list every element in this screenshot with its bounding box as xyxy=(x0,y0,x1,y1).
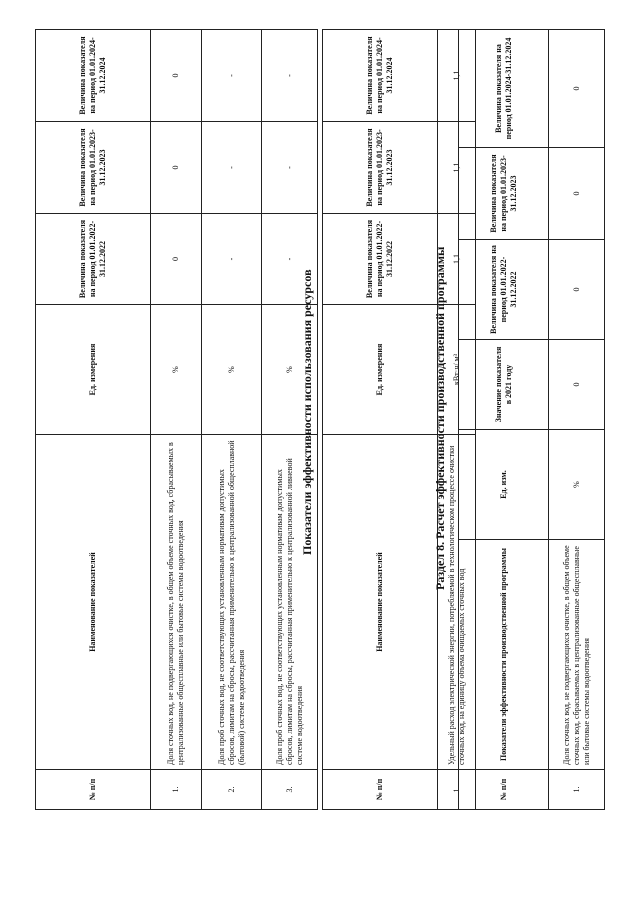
col-unit: Ед. измерения xyxy=(36,305,151,435)
col-name: Наименование показателей xyxy=(323,435,438,770)
col-2022: Величина показателя на период 01.01.2022-31.12.2022 xyxy=(459,240,549,340)
row-num: 1. xyxy=(151,770,202,810)
row-num: 1. xyxy=(438,770,476,810)
table-row xyxy=(202,30,262,810)
row-name: Доля проб сточных вод, не соответствующих установленным нормативам допустимых сбросов, лимитам на сбросы, рассчитанная применительно к централизованной общесплавной (бытовой) системе водоотведения xyxy=(202,435,262,770)
row-v2023: - xyxy=(262,122,318,214)
col-num: № п/п xyxy=(323,770,438,810)
row-num: 1. xyxy=(549,770,605,810)
row-v2022: 0 xyxy=(151,214,202,305)
col-2021: Значение показателя в 2021 году xyxy=(459,340,549,430)
row-unit: % xyxy=(151,305,202,435)
col-2024: Величина показателя на период 01.01.2024-31.12.2024 xyxy=(323,30,438,122)
row-v2024: - xyxy=(202,30,262,122)
row-v2024: - xyxy=(262,30,318,122)
row-v2021: 0 xyxy=(549,340,605,430)
col-2022: Величина показателя на период 01.01.2022-31.12.2022 xyxy=(323,214,438,305)
col-2023: Величина показателя на период 01.01.2023-31.12.2023 xyxy=(323,122,438,214)
row-v2022: - xyxy=(202,214,262,305)
program-efficiency-table xyxy=(458,29,605,810)
table-header-row xyxy=(323,30,438,810)
table-row xyxy=(151,30,202,810)
indicators-table xyxy=(35,29,318,810)
col-num: № п/п xyxy=(36,770,151,810)
resource-efficiency-table xyxy=(322,29,476,810)
col-unit: Ед. измерения xyxy=(323,305,438,435)
row-unit: % xyxy=(262,305,318,435)
row-name: Доля сточных вод, не подвергающихся очистке, в общем объеме сточных вод, сбрасываемых в централизованные общесплавные или бытовые системы водоотведения xyxy=(151,435,202,770)
col-unit: Ед. изм. xyxy=(459,430,549,540)
row-name: Удельный расход электрической энергии, потребляемой в технологическом процессе очистки сточных вод, на единицу объема очищаемых сточных вод xyxy=(438,435,476,770)
row-v2022: 1,1 xyxy=(438,214,476,305)
row-name: Доля сточных вод, не подвергающихся очистке, в общем объеме сточных вод, сбрасываемых в централизованные общесплавные или бытовые системы водоотведения xyxy=(549,540,605,770)
col-2024: Величина показателя на период 01.01.2024-31.12.2024 xyxy=(459,30,549,148)
col-2023: Величина показателя на период 01.01.2023-31.12.2023 xyxy=(459,148,549,240)
row-v2023: 1,1 xyxy=(438,122,476,214)
col-name: Наименование показателей xyxy=(36,435,151,770)
col-2022: Величина показателя на период 01.01.2022-31.12.2022 xyxy=(36,214,151,305)
row-v2023: - xyxy=(202,122,262,214)
table-header-row xyxy=(36,30,151,810)
row-v2023: 0 xyxy=(549,148,605,240)
col-2024: Величина показателя на период 01.01.2024-31.12.2024 xyxy=(36,30,151,122)
row-v2023: 0 xyxy=(151,122,202,214)
col-name: Показатели эффективности производственной программы xyxy=(459,540,549,770)
row-v2024: 0 xyxy=(549,30,605,148)
col-2023: Величина показателя на период 01.01.2023-31.12.2023 xyxy=(36,122,151,214)
row-unit: % xyxy=(549,430,605,540)
table-header-row xyxy=(459,30,549,810)
row-num: 3. xyxy=(262,770,318,810)
row-num: 2. xyxy=(202,770,262,810)
row-v2022: 0 xyxy=(549,240,605,340)
section-title-program-efficiency: Раздел 8. Расчет эффективности производственной программы xyxy=(433,246,447,590)
row-v2024: 0 xyxy=(151,30,202,122)
table-row xyxy=(549,30,605,810)
row-name: Доля проб сточных вод, не соответствующих установленным нормативам допустимых сбросов, лимитам на сбросы, рассчитанная применительно к централизованной ливневой системе водоотведения xyxy=(262,435,318,770)
section-title-resources: Показатели эффективности использования ресурсов xyxy=(300,269,314,555)
row-v2024: 1,1 xyxy=(438,30,476,122)
row-v2022: - xyxy=(262,214,318,305)
row-unit: % xyxy=(202,305,262,435)
col-num: № п/п xyxy=(459,770,549,810)
row-unit: кВт·ч/ м³ xyxy=(438,305,476,435)
